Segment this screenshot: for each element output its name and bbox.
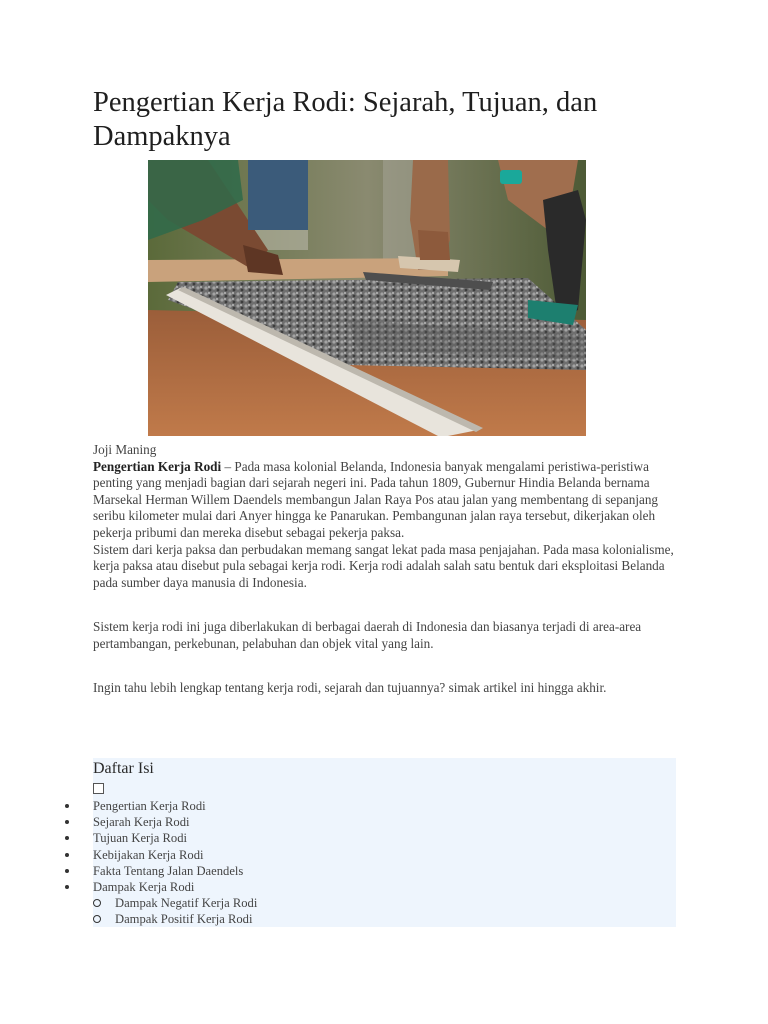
toc-sub-item[interactable]	[93, 895, 676, 911]
toc-item[interactable]	[93, 798, 676, 814]
hero-image-concrete-workers	[148, 160, 586, 436]
toc-toggle-checkbox[interactable]	[93, 783, 104, 794]
hero-photo-illustration	[148, 160, 586, 436]
toc-link[interactable]: Pengertian Kerja Rodi	[93, 799, 206, 813]
bullet-icon	[65, 820, 69, 824]
bullet-icon	[65, 804, 69, 808]
toc-link[interactable]: Sejarah Kerja Rodi	[93, 815, 190, 830]
circle-bullet-icon	[93, 915, 101, 923]
image-caption: Joji Maning	[93, 442, 157, 457]
lead-term: Pengertian Kerja Rodi	[93, 458, 222, 474]
toc-item[interactable]	[93, 879, 676, 895]
toc-link[interactable]: Dampak Kerja Rodi	[93, 879, 195, 894]
toc-item[interactable]	[93, 814, 676, 830]
paragraph-intro	[93, 459, 678, 542]
toc-link[interactable]: Fakta Tentang Jalan Daendels	[93, 863, 244, 878]
toc-sub-link[interactable]: Dampak Negatif Kerja Rodi	[115, 896, 258, 911]
toc-link[interactable]: Tujuan Kerja Rodi	[93, 831, 187, 846]
toc-item[interactable]	[93, 863, 676, 879]
bullet-icon	[65, 853, 69, 857]
article-title: Pengertian Kerja Rodi: Sejarah, Tujuan, dan Dampaknya	[93, 87, 598, 152]
toc-link[interactable]: Kebijakan Kerja Rodi	[93, 847, 204, 862]
paragraph-2: Sistem dari kerja paksa dan perbudakan memang sangat lekat pada masa penjajahan. Pada masa kolonialisme, kerja paksa atau disebut pula sebagai kerja rodi. Kerja rodi adalah salah satu bentuk dari eksploitasi Belanda pada sumber daya manusia di Indonesia.	[93, 541, 674, 590]
bullet-icon	[65, 836, 69, 840]
toc-sub-item[interactable]	[93, 911, 676, 927]
table-of-contents	[93, 758, 676, 927]
toc-item[interactable]	[93, 830, 676, 846]
toc-item[interactable]	[93, 847, 676, 863]
paragraph-4: Ingin tahu lebih lengkap tentang kerja rodi, sejarah dan tujuannya? simak artikel ini hingga akhir.	[93, 679, 607, 695]
circle-bullet-icon	[93, 899, 101, 907]
bullet-icon	[65, 869, 69, 873]
lead-text: – Pada masa kolonial Belanda, Indonesia banyak mengalami peristiwa-peristiwa penting yang menjadi bagian dari sejarah negeri ini. Pada tahun 1809, Gubernur Hindia Belanda bernama Marsekal Herman Willem Daendels membangun Jalan Raya Pos atau jalan yang membentang di sepanjang seribu kilometer mulai dari Anyer hingga ke Panarukan. Pembangunan jalan raya tersebut, dikerjakan oleh pekerja pribumi dan mereka disebut sebagai pekerja paksa.	[93, 458, 659, 540]
article-body	[93, 442, 678, 696]
toc-title: Daftar Isi	[93, 760, 154, 777]
toc-sub-link[interactable]: Dampak Positif Kerja Rodi	[115, 912, 253, 927]
toc-list	[93, 798, 676, 928]
bullet-icon	[65, 885, 69, 889]
paragraph-3: Sistem kerja rodi ini juga diberlakukan di berbagai daerah di Indonesia dan biasanya terjadi di area-area pertambangan, perkebunan, pelabuhan dan objek vital yang lain.	[93, 619, 642, 651]
